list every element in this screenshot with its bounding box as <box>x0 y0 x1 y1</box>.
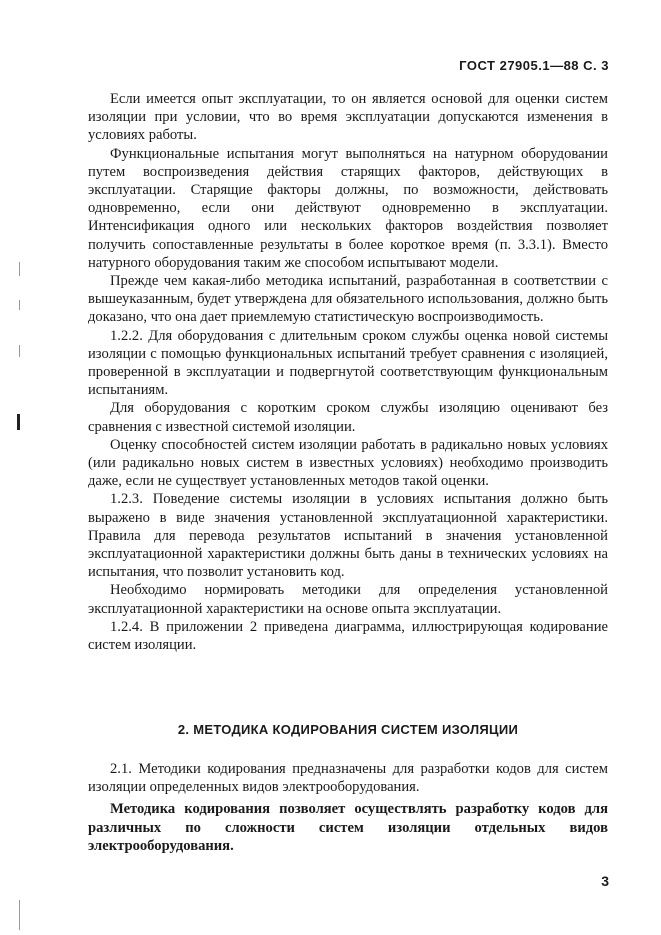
margin-scan-mark <box>19 262 20 276</box>
margin-scan-mark <box>19 300 20 310</box>
paragraph-3: Прежде чем какая-либо методика испытаний, разработанная в соответствии с вышеуказанным, будет утверждена для обязательного использования, должно быть доказано, что она дает приемлемую статистическую воспроизводимость. <box>88 273 608 326</box>
section-paragraph-2: Методика кодирования позволяет осуществлять разработку кодов для различных по сложности систем изоляции отдельных видов электрооборудования. <box>88 801 608 854</box>
section-text <box>88 760 608 855</box>
paragraph-7: 1.2.3. Поведение системы изоляции в условиях испытания должно быть выражено в виде значения установленной эксплуатационной характеристики. Правила для перевода результатов испытаний в значения установленной эксплуатационной характеристики должны быть даны в технических условиях на испытания, что позволит установить код. <box>88 491 608 581</box>
paragraph-4: 1.2.2. Для оборудования с длительным сроком службы оценка новой системы изоляции с помощью функциональных испытаний требует сравнения с изоляцией, проверенной в эксплуатации и подвергнутой соответствующим функциональным испытаниям. <box>88 327 608 399</box>
document-header: ГОСТ 27905.1—88 С. 3 <box>459 58 609 73</box>
margin-scan-mark <box>19 345 20 357</box>
paragraph-1: Если имеется опыт эксплуатации, то он является основой для оценки систем изоляции при условии, что во время эксплуатации допускаются изменения в условиях работы. <box>88 91 608 144</box>
paragraph-8: Необходимо нормировать методики для определения установленной эксплуатационной характеристики на основе опыта эксплуатации. <box>88 582 608 617</box>
paragraph-9: 1.2.4. В приложении 2 приведена диаграмма, иллюстрирующая кодирование систем изоляции. <box>88 618 608 654</box>
body-text <box>88 90 608 654</box>
margin-scan-blob <box>17 414 20 430</box>
paragraph-2: Функциональные испытания могут выполняться на натурном оборудовании путем воспроизведения действия старящих факторов, действующих в эксплуатации. Старящие факторы должны, по возможности, действовать одновременно, если они действуют одновременно в эксплуатации. Интенсификация одного или нескольких факторов воздействия позволяет получить сопоставленные результаты в более короткое время (п. 3.3.1). Вместо натурного оборудования таким же способом испытывают модели. <box>88 145 608 271</box>
section-paragraph-1: 2.1. Методики кодирования предназначены для разработки кодов для систем изоляции определенных видов электрооборудования. <box>88 761 608 796</box>
section-title: 2. МЕТОДИКА КОДИРОВАНИЯ СИСТЕМ ИЗОЛЯЦИИ <box>177 722 519 737</box>
margin-scan-mark <box>19 900 20 930</box>
page-number: 3 <box>601 873 609 889</box>
paragraph-5: Для оборудования с коротким сроком службы изоляцию оценивают без сравнения с известной системой изоляции. <box>88 400 608 435</box>
paragraph-6: Оценку способностей систем изоляции работать в радикально новых условиях (или радикально новых систем в известных условиях) необходимо производить даже, если не существует установленных методов такой оценки. <box>88 436 608 490</box>
